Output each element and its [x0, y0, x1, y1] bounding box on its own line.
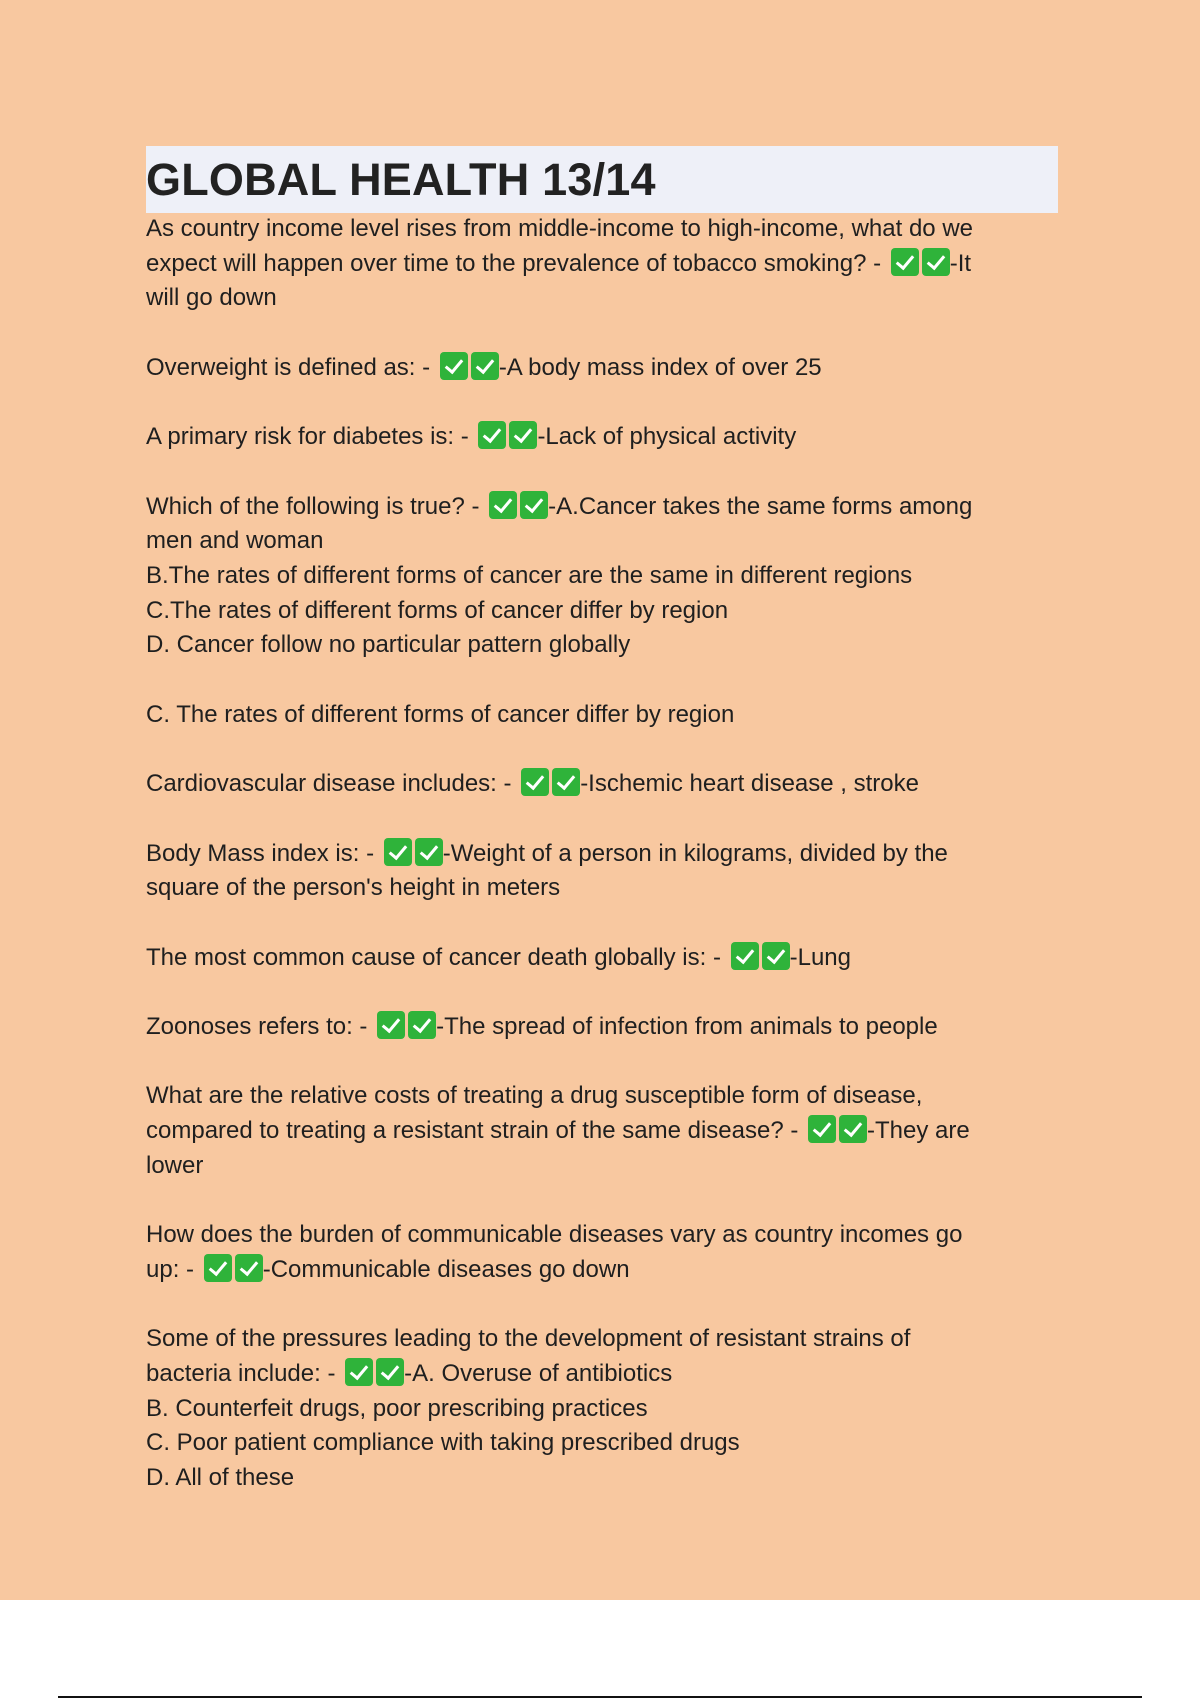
qa-text: Body Mass index is: - [146, 839, 381, 867]
qa-text: compared to treating a resistant strain of the same disease? - [146, 1117, 806, 1145]
check-mark-button-icon [440, 352, 468, 380]
qa-line [146, 351, 1066, 386]
qa-item [146, 837, 1066, 906]
check-mark-button-icon [922, 248, 950, 276]
check-mark-button-icon [204, 1254, 232, 1282]
qa-line [146, 1357, 1066, 1392]
qa-line [146, 490, 1066, 525]
qa-line [146, 1461, 1066, 1496]
qa-line [146, 212, 1066, 247]
qa-text: will go down [146, 284, 277, 312]
qa-line [146, 1079, 1066, 1114]
qa-item [146, 212, 1066, 316]
qa-line [146, 1010, 1066, 1045]
qa-line [146, 594, 1066, 629]
qa-item [146, 351, 1066, 386]
qa-line [146, 871, 1066, 906]
qa-list [146, 212, 1066, 1531]
qa-text: Overweight is defined as: - [146, 353, 437, 381]
check-mark-button-icon [509, 421, 537, 449]
qa-text: square of the person's height in meters [146, 874, 561, 902]
qa-line [146, 524, 1066, 559]
check-mark-button-icon [415, 838, 443, 866]
qa-text: What are the relative costs of treating a drug susceptible form of disease, [146, 1082, 923, 1110]
qa-text: C. The rates of different forms of cancer differ by region [146, 700, 735, 728]
qa-text: men and woman [146, 527, 324, 555]
page-title: GLOBAL HEALTH 13/14 [146, 154, 656, 205]
qa-answer: -A. Overuse of antibiotics [404, 1360, 673, 1388]
check-mark-button-icon [376, 1358, 404, 1386]
qa-text: Cardiovascular disease includes: - [146, 770, 519, 798]
qa-answer: -Communicable diseases go down [262, 1255, 630, 1283]
qa-answer: -Weight of a person in kilograms, divided by the [442, 839, 948, 867]
qa-line [146, 247, 1066, 282]
qa-line [146, 628, 1066, 663]
qa-item [146, 420, 1066, 455]
check-mark-button-icon [552, 768, 580, 796]
qa-text: expect will happen over time to the prevalence of tobacco smoking? - [146, 249, 888, 277]
qa-text: Some of the pressures leading to the development of resistant strains of [146, 1325, 911, 1353]
qa-text: The most common cause of cancer death globally is: - [146, 943, 728, 971]
qa-line [146, 1322, 1066, 1357]
check-mark-button-icon [839, 1115, 867, 1143]
qa-answer: -It [949, 249, 972, 277]
check-mark-button-icon [489, 491, 517, 519]
qa-text: bacteria include: - [146, 1360, 343, 1388]
qa-line [146, 1149, 1066, 1184]
qa-answer: -They are [867, 1117, 970, 1145]
check-mark-button-icon [408, 1011, 436, 1039]
qa-line [146, 1114, 1066, 1149]
qa-text: B.The rates of different forms of cancer are the same in different regions [146, 561, 913, 589]
qa-answer: -Ischemic heart disease , stroke [580, 770, 919, 798]
qa-text: As country income level rises from middle-income to high-income, what do we [146, 215, 974, 242]
qa-text: C.The rates of different forms of cancer differ by region [146, 596, 729, 624]
check-mark-button-icon [377, 1011, 405, 1039]
qa-line [146, 420, 1066, 455]
qa-text: C. Poor patient compliance with taking prescribed drugs [146, 1429, 740, 1457]
qa-answer: -A.Cancer takes the same forms among [548, 492, 973, 520]
qa-line [146, 1392, 1066, 1427]
check-mark-button-icon [762, 942, 790, 970]
qa-text: Which of the following is true? - [146, 492, 487, 520]
qa-item [146, 1010, 1066, 1045]
qa-text: up: - [146, 1255, 201, 1283]
qa-line [146, 1426, 1066, 1461]
qa-item [146, 767, 1066, 802]
check-mark-button-icon [520, 491, 548, 519]
qa-line [146, 941, 1066, 976]
footer-divider [58, 1696, 1142, 1698]
qa-item [146, 698, 1066, 733]
qa-line [146, 281, 1066, 316]
qa-answer: -A body mass index of over 25 [498, 353, 822, 381]
qa-line [146, 1253, 1066, 1288]
check-mark-button-icon [471, 352, 499, 380]
check-mark-button-icon [731, 942, 759, 970]
qa-answer: -The spread of infection from animals to people [436, 1013, 938, 1041]
qa-line [146, 698, 1066, 733]
check-mark-button-icon [478, 421, 506, 449]
check-mark-button-icon [891, 248, 919, 276]
check-mark-button-icon [235, 1254, 263, 1282]
qa-text: lower [146, 1151, 204, 1179]
qa-line [146, 1218, 1066, 1253]
qa-line [146, 837, 1066, 872]
qa-item [146, 941, 1066, 976]
qa-answer: -Lack of physical activity [537, 423, 797, 451]
qa-answer: -Lung [789, 943, 851, 971]
check-mark-button-icon [521, 768, 549, 796]
qa-text: A primary risk for diabetes is: - [146, 423, 476, 451]
qa-item [146, 1079, 1066, 1183]
check-mark-button-icon [345, 1358, 373, 1386]
qa-text: D. Cancer follow no particular pattern globally [146, 631, 631, 659]
check-mark-button-icon [384, 838, 412, 866]
qa-item [146, 1322, 1066, 1496]
qa-text: B. Counterfeit drugs, poor prescribing practices [146, 1394, 648, 1422]
qa-text: How does the burden of communicable diseases vary as country incomes go [146, 1221, 963, 1249]
qa-line [146, 767, 1066, 802]
qa-item [146, 1218, 1066, 1287]
qa-text: D. All of these [146, 1464, 295, 1492]
check-mark-button-icon [808, 1115, 836, 1143]
qa-text: Zoonoses refers to: - [146, 1013, 375, 1041]
qa-item [146, 490, 1066, 664]
qa-line [146, 559, 1066, 594]
